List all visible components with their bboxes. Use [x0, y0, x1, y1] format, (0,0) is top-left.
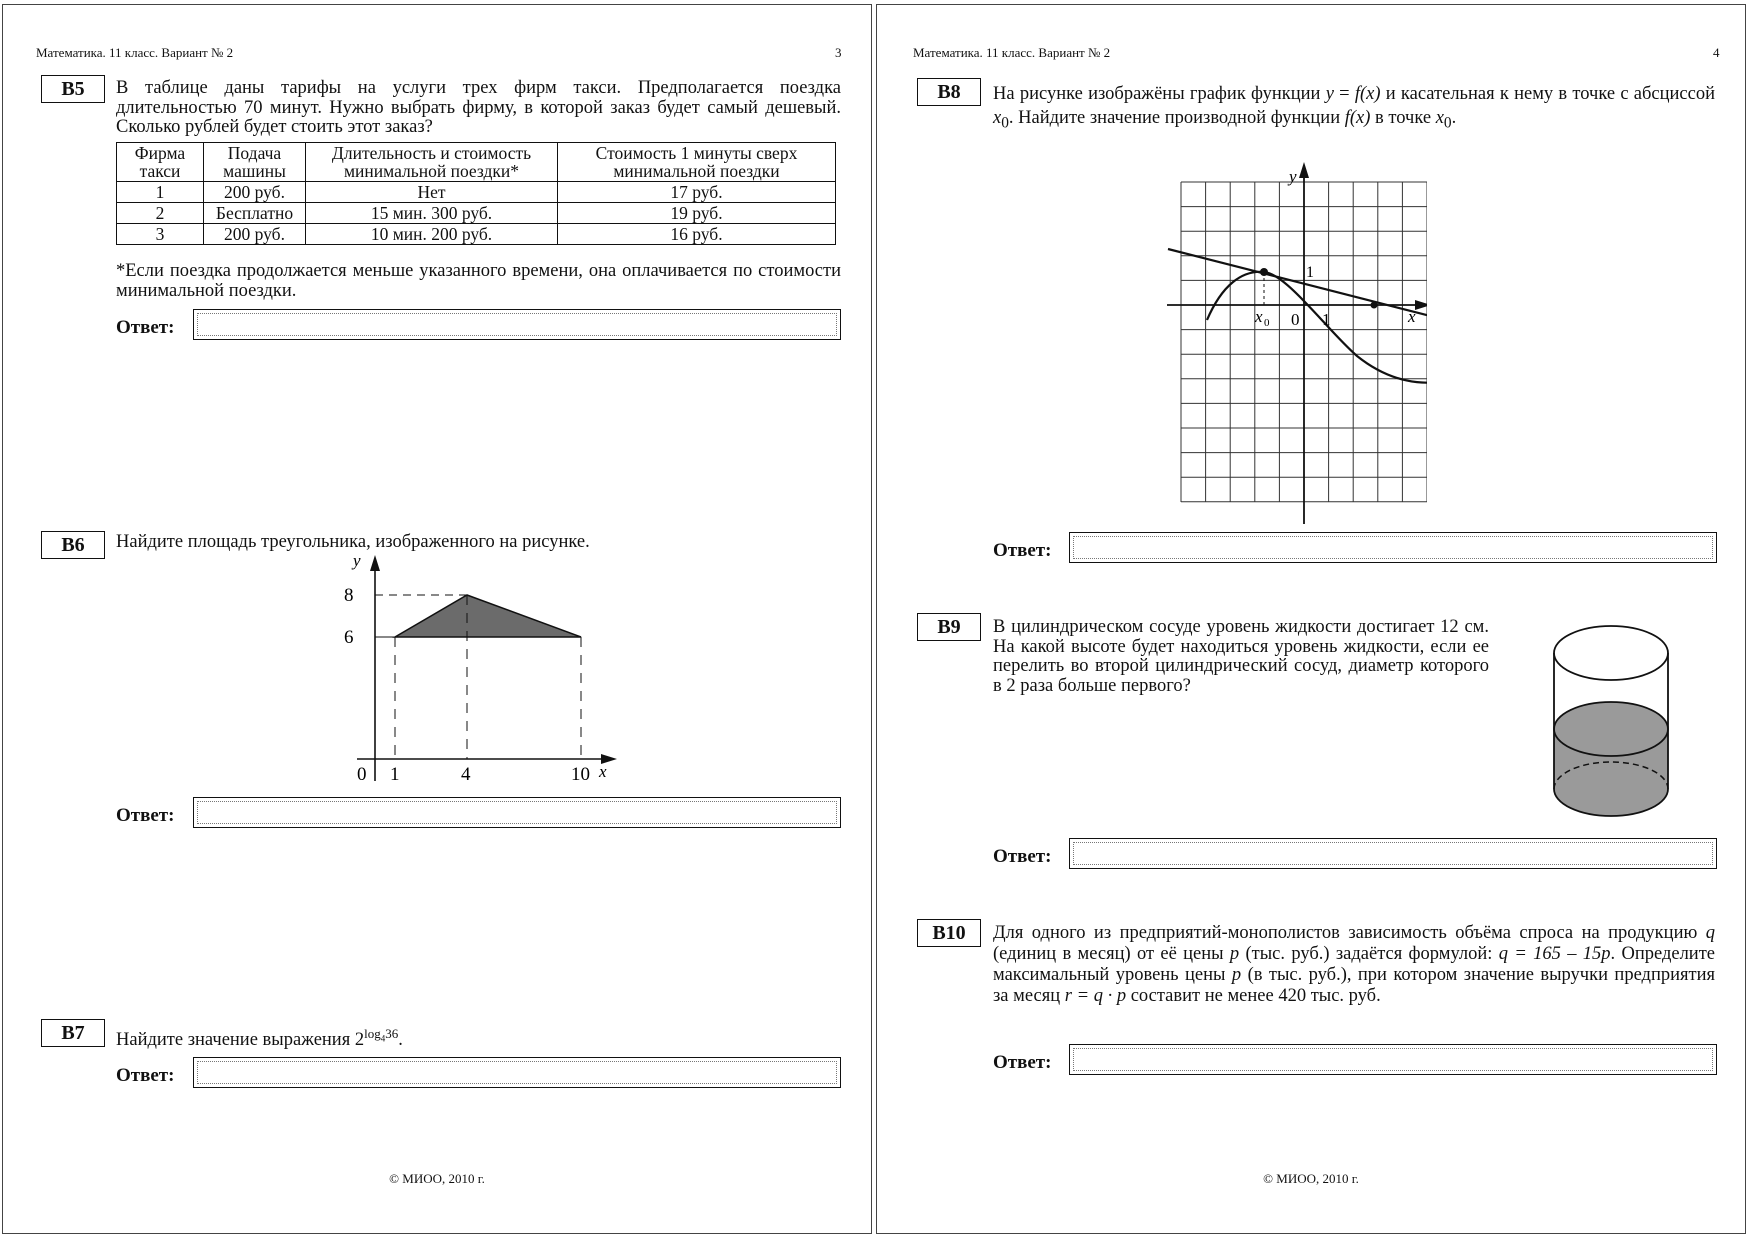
column-header: Стоимость 1 минуты сверх минимальной поездки [558, 143, 836, 182]
b8-text: в точке [1370, 108, 1436, 128]
origin-label: 0 [1291, 310, 1300, 329]
task-label-b5: B5 [41, 75, 105, 103]
answer-input-b9[interactable] [1069, 838, 1717, 869]
function-curve [1207, 272, 1427, 383]
page-header: Математика. 11 класс. Вариант № 2 [913, 45, 1111, 60]
b8-text: На рисунке изображёны график функции [993, 84, 1326, 104]
cylinder-figure [1547, 619, 1677, 829]
answer-label: Ответ: [116, 805, 175, 826]
task-b9-text: В цилиндрическом сосуде уровень жидкости достигает 12 см. На какой высоте будет находиться уровень жидкости, если ее перелить во второй цилиндрический сосуд, диаметр которого в 2 раза больше первого? [993, 617, 1489, 696]
b8-var-f: f [1354, 84, 1360, 104]
tangent-point [1260, 268, 1268, 276]
axis-label-x: x [1408, 307, 1416, 326]
table-cell: 3 [117, 224, 204, 245]
graph-point [1371, 302, 1378, 309]
b10-text: . Определите максимальный уровень цены [993, 944, 1716, 985]
task-label-b10: B10 [917, 919, 981, 947]
b8-text: . Найдите значение производной функции [1008, 108, 1345, 128]
tick-label-x: 4 [461, 764, 471, 785]
page-footer: © МИОО, 2010 г. [1263, 1171, 1359, 1186]
answer-input-b10[interactable] [1069, 1044, 1717, 1075]
b8-x0-sub: 0 [1001, 114, 1009, 132]
task-label-b6: B6 [41, 531, 105, 559]
table-cell: 15 мин. 300 руб. [306, 203, 558, 224]
table-header-row [117, 143, 836, 182]
task-b7-text [116, 1023, 841, 1051]
task-b6-text: Найдите площадь треугольника, изображенного на рисунке. [116, 532, 590, 552]
b7-base: 2 [354, 1030, 365, 1051]
table-cell: Нет [306, 182, 558, 203]
column-header: Фирма такси [117, 143, 204, 182]
table-cell: 17 руб. [558, 182, 836, 203]
answer-label: Ответ: [116, 1065, 175, 1086]
b10-text: (тыс. руб.) задаётся формулой: [1239, 944, 1499, 964]
b10-text: Для одного из предприятий-монополистов зависимость объёма спроса на продукцию [993, 923, 1706, 943]
b7-log-base: 4 [380, 1033, 386, 1044]
answer-input-b5[interactable] [193, 309, 841, 340]
b10-text: (единиц в месяц) от её цены [993, 944, 1230, 964]
table-cell: 200 руб. [204, 224, 306, 245]
task-b8-text: На рисунке изображёны график функции y = f(x) и касательная к нему в точке с абсциссой $x_0$. Найдите значение производной функции f(x) в точке $x_0$. [993, 84, 1715, 132]
b10-formula: q = 165 – 15p [1498, 944, 1611, 964]
b8-var-y: y [1325, 84, 1334, 104]
b7-text: Найдите значение выражения [116, 1030, 355, 1051]
b10-var-p: p [1229, 944, 1240, 964]
task-label-b9: B9 [917, 613, 981, 641]
function-graph-figure [1167, 160, 1427, 524]
page-header: Математика. 11 класс. Вариант № 2 [36, 45, 234, 60]
table-cell: 1 [117, 182, 204, 203]
x0-subscript: 0 [1264, 317, 1270, 329]
page-4 [876, 4, 1746, 1234]
task-label-b8: B8 [917, 78, 981, 106]
triangle-shape [395, 595, 581, 637]
table-cell: 19 руб. [558, 203, 836, 224]
table-cell: 2 [117, 203, 204, 224]
tick-label-x: 1 [390, 764, 400, 785]
answer-label: Ответ: [116, 317, 175, 338]
tick-label-y: 1 [1306, 264, 1314, 281]
tick-label-y: 8 [344, 585, 354, 606]
table-cell: Бесплатно [204, 203, 306, 224]
b10-var-p: p [1231, 965, 1242, 985]
b7-log-arg: 36 [385, 1026, 399, 1041]
origin-label: 0 [357, 764, 367, 785]
task-b5-text: В таблице даны тарифы на услуги трех фирм такси. Предполагается поездка длительностью 70 минут. Нужно выбрать фирму, в которой заказ будет самый дешевый. Сколько рублей будет стоить этот заказ? [116, 78, 841, 137]
tick-label-x: 10 [571, 764, 590, 785]
page-footer: © МИОО, 2010 г. [389, 1171, 485, 1186]
tick-label-y: 6 [344, 627, 354, 648]
table-row [117, 203, 836, 224]
b10-text: составит не менее 420 тыс. руб. [1126, 986, 1381, 1006]
b10-formula-revenue: r = q · p [1064, 986, 1127, 1006]
b8-x0: x [1435, 108, 1444, 128]
b8-arg-x: (x) [1349, 108, 1371, 128]
table-cell: 16 руб. [558, 224, 836, 245]
b7-log: log [364, 1026, 381, 1041]
axis-label-y: y [353, 553, 361, 570]
answer-label: Ответ: [993, 846, 1052, 867]
page-number: 4 [1713, 45, 1720, 60]
axis-label-x: x [599, 762, 607, 781]
tick-label-x: 1 [1322, 310, 1331, 329]
table-row [117, 182, 836, 203]
b10-var-q: q [1705, 923, 1715, 943]
page-3 [2, 4, 872, 1234]
answer-label: Ответ: [993, 1052, 1052, 1073]
table-cell: 200 руб. [204, 182, 306, 203]
answer-input-b8[interactable] [1069, 532, 1717, 563]
task-label-b7: B7 [41, 1019, 105, 1047]
answer-input-b6[interactable] [193, 797, 841, 828]
b8-var-f: f [1344, 108, 1350, 128]
page-number: 3 [835, 45, 842, 60]
b8-x0: x [993, 108, 1002, 128]
b8-text: и касательная к нему в точке с абсциссой [1380, 84, 1715, 104]
b7-period: . [398, 1030, 403, 1051]
b10-text: (в тыс. руб.), при котором значение выручки предприятия за месяц [993, 965, 1716, 1006]
table-footnote: *Если поездка продолжается меньше указанного времени, она оплачивается по стоимости минимальной поездки. [116, 261, 841, 301]
column-header: Подача машины [204, 143, 306, 182]
table-cell: 10 мин. 200 руб. [306, 224, 558, 245]
tariff-table [116, 142, 836, 245]
triangle-figure [333, 553, 623, 793]
x0-label: x [1255, 307, 1263, 326]
b8-x0-sub: 0 [1443, 114, 1452, 132]
table-row [117, 224, 836, 245]
axis-label-y: y [1289, 167, 1297, 186]
task-b10-text [993, 923, 1715, 1007]
b8-arg-x: (x) [1359, 84, 1381, 104]
answer-input-b7[interactable] [193, 1057, 841, 1088]
answer-label: Ответ: [993, 540, 1052, 561]
b8-eq: = [1333, 84, 1355, 104]
column-header: Длительность и стоимость минимальной поездки* [306, 143, 558, 182]
